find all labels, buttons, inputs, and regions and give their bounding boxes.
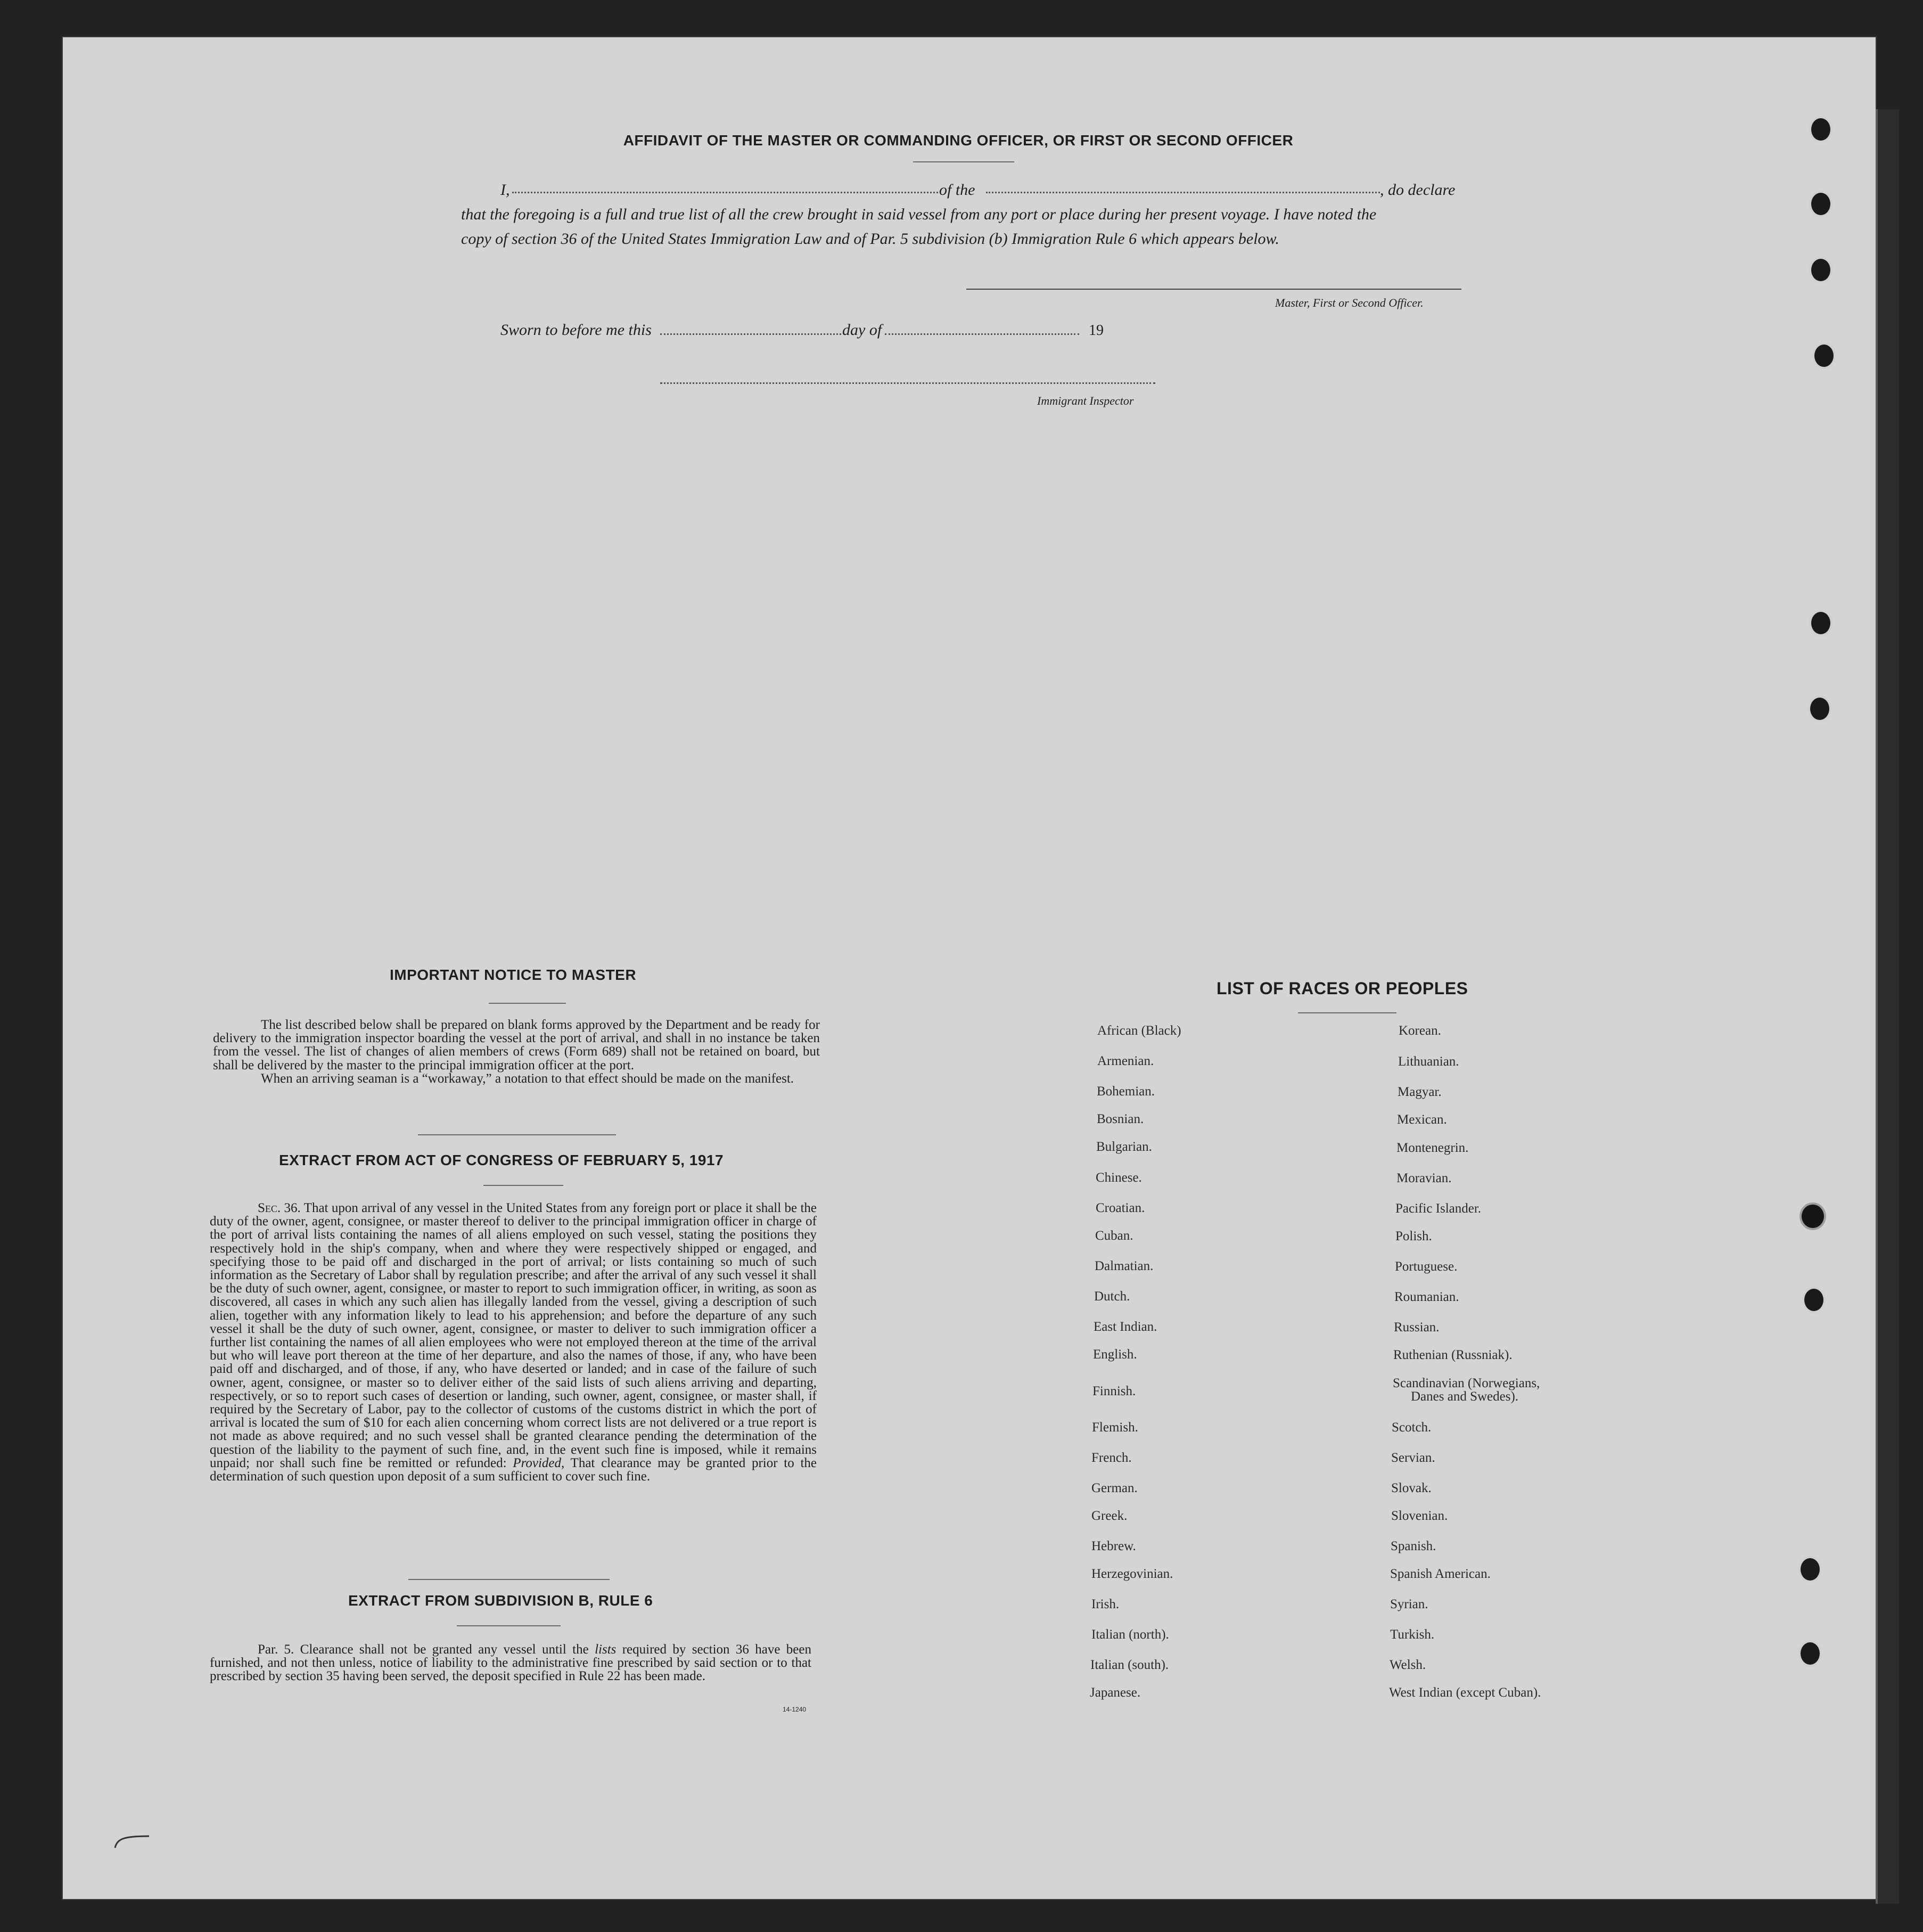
- notice-body: [213, 1018, 820, 1085]
- race-right-item: Slovenian.: [1391, 1509, 1448, 1523]
- divider: [457, 1625, 561, 1626]
- race-right-item: Russian.: [1394, 1320, 1440, 1335]
- race-left-item: Japanese.: [1090, 1685, 1141, 1700]
- race-right-item: Scandinavian (Norwegians,: [1393, 1376, 1540, 1390]
- master-caption: Master, First or Second Officer.: [1275, 296, 1424, 309]
- extract-act-title: EXTRACT FROM ACT OF CONGRESS OF FEBRUARY 5, 1917: [279, 1152, 724, 1168]
- divider: [418, 1134, 616, 1135]
- race-left-item: Chinese.: [1096, 1170, 1142, 1185]
- of-the-label: of the: [939, 181, 975, 199]
- race-right-item: Mexican.: [1397, 1112, 1447, 1127]
- divider: [489, 1003, 566, 1004]
- race-right-item: Magyar.: [1398, 1085, 1442, 1099]
- sec-36-text: That upon arrival of any vessel in the United States from any foreign port or place it shall be the duty of the owner, agent, consignee, or master thereof to deliver to the principal immigration officer in charge of the port of arrival lists containing the names of all aliens employed on such vessel, stating the positions they respectively hold in the ship's company, when and where they were respectively shipped or engaged, and specifying those to be paid off and discharged in the port of arrival; or lists containing so much of such information as the Secretary of Labor shall by regulation prescribe; and after the arrival of any such vessel it shall be the duty of such owner, agent, consignee, or master to report to such immigration officer, in writing, as soon as discovered, all cases in which any such alien has illegally landed from the vessel, giving a description of such alien, together with any information likely to lead to his apprehension; and before the departure of any such vessel it shall be the duty of such owner, agent, consignee, or master to deliver to such immigration officer a further list containing the names of all alien employees who were not employed thereon at the time of the arrival but who will leave port thereon at the time of her departure, and also the names of those, if any, who have been paid off and discharged, and of those, if any, who have deserted or landed; and in case of the failure of such owner, agent, consignee, or master so to deliver either of the said lists of such aliens arriving and departing, respectively, or so to report such cases of desertion or landing, such owner, agent, consignee, or master shall, if required by the Secretary of Labor, pay to the collector of customs of the customs district in which the port of arrival is located the sum of $10 for each alien concerning whom correct lists are not delivered or a true report is not made as above required; and no such vessel shall be granted clearance pending the determination of the question of the liability to the payment of such fine, and, in the event such fine is imposed, while it remains unpaid; nor shall such fine be remitted or refunded:: [210, 1201, 817, 1470]
- race-right-item: Scotch.: [1392, 1420, 1432, 1435]
- divider: [483, 1185, 563, 1186]
- divider: [1298, 1012, 1396, 1013]
- par-5-end: required by section 36 have been furnished, and not then unless, notice of liability to the administrative fine prescribed by said section or to that prescribed by section 35 having been served, the deposit specified in Rule 22 has been made.: [210, 1642, 811, 1684]
- race-right-item: Spanish.: [1391, 1539, 1436, 1553]
- race-right-item: Turkish.: [1390, 1627, 1435, 1642]
- race-left-item: Hebrew.: [1091, 1539, 1136, 1553]
- races-title: LIST OF RACES OR PEOPLES: [1217, 979, 1468, 998]
- par-5-start: Par. 5. Clearance shall not be granted any vessel until the: [258, 1642, 589, 1657]
- race-left-item: French.: [1091, 1451, 1132, 1465]
- race-right-item: Welsh.: [1390, 1658, 1426, 1672]
- race-left-item: Cuban.: [1095, 1229, 1133, 1243]
- race-right-item: Ruthenian (Russniak).: [1393, 1348, 1513, 1362]
- sec-36-paragraph: [210, 1201, 817, 1483]
- race-left-item: Bulgarian.: [1096, 1140, 1152, 1154]
- race-right-item: Syrian.: [1390, 1597, 1428, 1611]
- pencil-mark: [112, 1832, 154, 1853]
- divider: [913, 161, 1014, 162]
- notice-paragraph: When an arriving seaman is a “workaway,” a notation to that effect should be made on the manifest.: [261, 1071, 794, 1086]
- race-left-item: Bohemian.: [1097, 1084, 1155, 1099]
- master-signature-line[interactable]: [966, 289, 1461, 290]
- affidavit-title: AFFIDAVIT OF THE MASTER OR COMMANDING OFFICER, OR FIRST OR SECOND OFFICER: [623, 132, 1294, 149]
- name-fill-line[interactable]: [512, 192, 938, 193]
- binder-hole: [1802, 1287, 1826, 1313]
- race-left-item: Dutch.: [1094, 1289, 1130, 1304]
- divider: [408, 1579, 610, 1580]
- race-left-item: English.: [1093, 1347, 1137, 1362]
- form-number: 14-1240: [783, 1706, 807, 1713]
- affidavit-i-label: I,: [500, 181, 510, 199]
- race-right-item: Roumanian.: [1394, 1290, 1459, 1304]
- race-right-item: Slovak.: [1391, 1481, 1432, 1495]
- affidavit-line-3: copy of section 36 of the United States Immigration Law and of Par. 5 subdivision (b) Immigration Rule 6 which appears below.: [461, 230, 1279, 248]
- race-right-item: Lithuanian.: [1398, 1054, 1459, 1069]
- race-right-item: Servian.: [1391, 1451, 1435, 1465]
- race-right-item: Moravian.: [1396, 1171, 1452, 1185]
- race-right-item: Polish.: [1395, 1229, 1432, 1243]
- race-left-item: African (Black): [1097, 1024, 1181, 1038]
- race-left-item: Greek.: [1091, 1509, 1128, 1523]
- do-declare-label: , do declare: [1380, 181, 1456, 199]
- day-of-label: day of: [842, 321, 882, 339]
- year-prefix: 19: [1089, 322, 1104, 339]
- race-left-item: Dalmatian.: [1095, 1259, 1154, 1273]
- vessel-fill-line[interactable]: [986, 192, 1380, 193]
- race-left-item: East Indian.: [1094, 1320, 1157, 1334]
- binder-hole: [1812, 342, 1836, 369]
- race-left-item: Italian (north).: [1091, 1627, 1169, 1642]
- sworn-month-fill-line[interactable]: [885, 333, 1079, 335]
- race-left-item: Italian (south).: [1090, 1658, 1169, 1672]
- provided-word: Provided,: [513, 1455, 565, 1470]
- binder-hole: [1809, 610, 1832, 636]
- sec-36-text-end: That clearance may be granted prior to the determination of such question upon deposit of a sum sufficient to cover such fine.: [210, 1455, 817, 1484]
- race-right-item: West Indian (except Cuban).: [1389, 1685, 1541, 1700]
- extract-rule-body: [210, 1643, 811, 1683]
- binder-hole: [1809, 257, 1832, 283]
- race-left-item: Flemish.: [1092, 1420, 1138, 1435]
- binder-hole: [1798, 1556, 1822, 1583]
- race-right-item: Korean.: [1399, 1024, 1441, 1038]
- lists-word: lists: [595, 1642, 617, 1657]
- race-left-item: Herzegovinian.: [1091, 1567, 1173, 1581]
- par-5-paragraph: [210, 1643, 811, 1683]
- binder-hole: [1809, 116, 1832, 143]
- sec-label: Sec. 36.: [258, 1201, 301, 1215]
- race-left-item: Bosnian.: [1097, 1112, 1144, 1126]
- race-left-item: Armenian.: [1097, 1054, 1154, 1068]
- affidavit-line-2: that the foregoing is a full and true list of all the crew brought in said vessel from any port or place during her present voyage. I have noted the: [461, 206, 1377, 223]
- race-left-item: Finnish.: [1092, 1384, 1136, 1398]
- race-left-item: Irish.: [1091, 1597, 1120, 1611]
- page-edge-shadow: [1876, 109, 1899, 1904]
- race-right-item: Portuguese.: [1395, 1259, 1458, 1274]
- race-right-item: Spanish American.: [1390, 1567, 1491, 1581]
- race-left-item: German.: [1091, 1481, 1138, 1495]
- binder-hole: [1799, 1202, 1826, 1230]
- race-right-item-cont: Danes and Swedes).: [1411, 1389, 1519, 1404]
- extract-rule-title: EXTRACT FROM SUBDIVISION B, RULE 6: [348, 1592, 653, 1609]
- race-left-item: Croatian.: [1096, 1201, 1145, 1215]
- race-right-item: Montenegrin.: [1396, 1141, 1469, 1155]
- binder-hole: [1809, 191, 1832, 217]
- inspector-signature-line[interactable]: [660, 382, 1155, 384]
- notice-title: IMPORTANT NOTICE TO MASTER: [390, 967, 637, 983]
- inspector-caption: Immigrant Inspector: [1037, 394, 1134, 407]
- notice-paragraph: The list described below shall be prepared on blank forms approved by the Department and be ready for delivery to the immigration inspector boarding the vessel at the port of arrival, and shall in no instance be taken from the vessel. The list of changes of alien members of crews (Form 689) shall not be retained on board, but shall be delivered by the master to the principal immigration officer at the port.: [213, 1018, 820, 1073]
- document-page: [63, 37, 1876, 1899]
- binder-hole: [1798, 1640, 1822, 1667]
- extract-act-body: [210, 1201, 817, 1483]
- race-right-item: Pacific Islander.: [1395, 1201, 1482, 1216]
- sworn-label: Sworn to before me this: [500, 321, 652, 339]
- sworn-day-fill-line[interactable]: [660, 333, 841, 335]
- binder-hole: [1808, 695, 1831, 722]
